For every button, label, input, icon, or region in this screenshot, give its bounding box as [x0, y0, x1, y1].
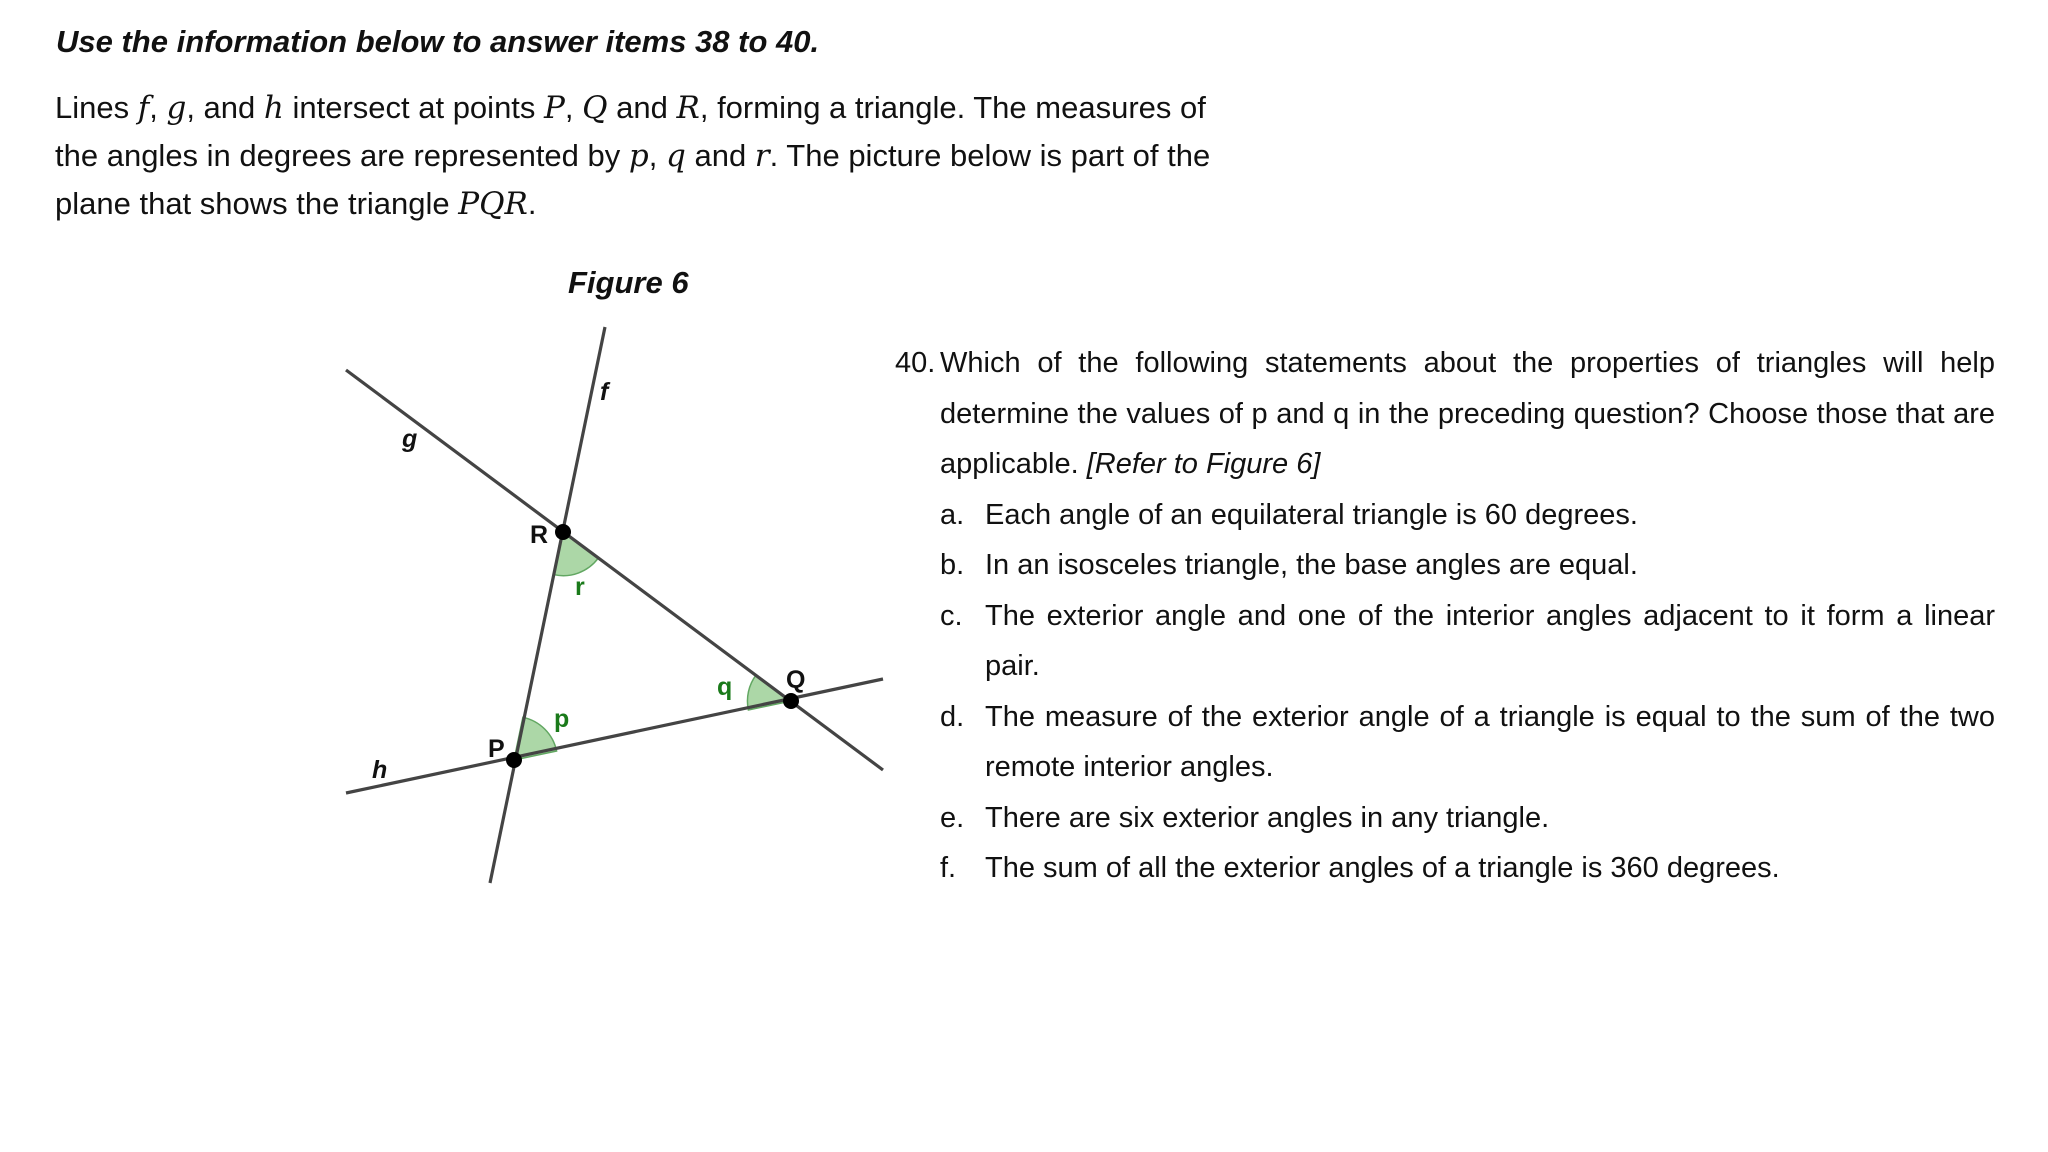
- choice-letter: e.: [940, 801, 965, 834]
- choice-text: The measure of the exterior angle of a triangle is equal to the sum of the two remote interior angles.: [985, 700, 1995, 783]
- choice-text: The exterior angle and one of the interior angles adjacent to it form a linear pair.: [985, 599, 1995, 682]
- intro-text: and: [607, 90, 677, 125]
- label-point-P: P: [488, 735, 505, 763]
- intro-text: Lines: [55, 90, 138, 125]
- question-number: 40.: [895, 347, 936, 379]
- math-R: R: [676, 90, 700, 126]
- choice-f: [940, 843, 1995, 894]
- figure-title: Figure 6: [568, 265, 689, 300]
- question-text: [940, 338, 1995, 490]
- math-h: h: [263, 90, 284, 126]
- intro-text: plane that shows the triangle: [55, 186, 459, 221]
- choice-letter: a.: [940, 498, 965, 531]
- line-h: [346, 679, 883, 793]
- answer-choices: [895, 490, 1995, 894]
- intro-text: ,: [564, 90, 583, 125]
- intro-text: ,: [648, 138, 666, 173]
- choice-text: The sum of all the exterior angles of a triangle is 360 degrees.: [985, 852, 1780, 884]
- choice-c: [940, 591, 1995, 692]
- intro-text: , and: [186, 90, 264, 125]
- intro-line-1: [55, 84, 1215, 132]
- intro-text: ,: [149, 90, 167, 125]
- math-P: P: [544, 90, 565, 126]
- label-angle-q: q: [717, 673, 733, 701]
- math-p: p: [628, 138, 649, 174]
- question-body: Which of the following statements about the properties of triangles will help determine the values of p and q in the preceding question? Choose those that are applicable.: [940, 347, 1995, 480]
- intro-text: and: [685, 138, 755, 173]
- line-f: [490, 327, 605, 883]
- figure-reference: [Refer to Figure 6]: [1086, 448, 1321, 480]
- choice-e: [940, 793, 1995, 844]
- choice-a: [940, 490, 1995, 541]
- intro-paragraph: [55, 84, 1215, 228]
- point-Q: [783, 693, 799, 709]
- point-P: [506, 752, 522, 768]
- line-g: [346, 370, 883, 770]
- intro-line-3: [55, 180, 1215, 228]
- choice-text: Each angle of an equilateral triangle is 60 degrees.: [985, 498, 1638, 531]
- choice-b: [940, 540, 1995, 591]
- math-r: r: [754, 138, 770, 174]
- math-q: q: [665, 138, 686, 174]
- choice-letter: f.: [940, 852, 957, 884]
- choice-letter: b.: [940, 549, 965, 581]
- question-stem: [895, 338, 1995, 490]
- choice-letter: c.: [940, 599, 963, 632]
- choice-letter: d.: [940, 700, 965, 733]
- label-angle-p: p: [554, 705, 570, 733]
- label-point-R: R: [530, 521, 549, 549]
- choice-text: There are six exterior angles in any triangle.: [985, 801, 1550, 834]
- label-line-h: h: [372, 756, 388, 784]
- point-R: [555, 524, 571, 540]
- math-Q: Q: [582, 90, 608, 126]
- instruction-heading: Use the information below to answer items 38 to 40.: [56, 24, 820, 59]
- intro-text: the angles in degrees are represented by: [55, 138, 629, 173]
- choice-d: [940, 692, 1995, 793]
- math-f: f: [137, 90, 150, 126]
- intro-text: . The picture below is part of the: [769, 138, 1211, 173]
- figure-6: [330, 315, 900, 895]
- intro-text: , forming a triangle. The measures of: [699, 90, 1206, 125]
- label-angle-r: r: [575, 573, 585, 601]
- intro-line-2: [55, 132, 1215, 180]
- math-PQR: PQR: [458, 186, 528, 222]
- intro-text: intersect at points: [283, 90, 545, 125]
- question-40: [895, 338, 1995, 894]
- triangle-diagram: [330, 315, 900, 895]
- intro-text: .: [527, 186, 537, 221]
- label-line-f: f: [600, 378, 609, 406]
- label-point-Q: Q: [786, 666, 806, 694]
- label-line-g: g: [402, 425, 418, 453]
- math-g: g: [166, 90, 187, 126]
- choice-text: In an isosceles triangle, the base angles are equal.: [985, 549, 1638, 581]
